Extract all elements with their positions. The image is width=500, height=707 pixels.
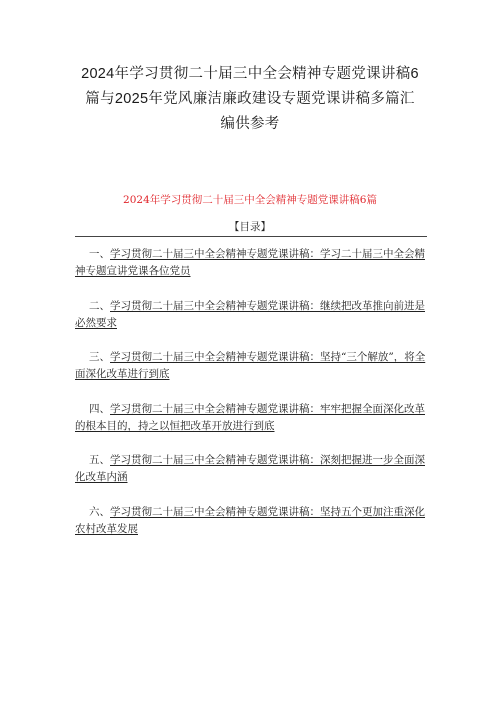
document-title bbox=[60, 62, 440, 137]
toc-item-number: 一、 bbox=[89, 248, 110, 260]
toc-item-number: 六、 bbox=[89, 505, 110, 518]
section-heading: 2024年学习贯彻二十届三中全会精神专题党课讲稿6篇 bbox=[123, 194, 377, 206]
toc-item-number: 三、 bbox=[89, 351, 110, 363]
title-line-2: 篇与2025年党风廉洁廉政建设专题党课讲稿多篇汇 bbox=[85, 91, 415, 107]
toc-item-link[interactable]: 学习贯彻二十届三中全会精神专题党课讲稿：学习二十届三中全会精神专题宣讲党课各位党员 bbox=[75, 248, 425, 277]
toc-item-2[interactable] bbox=[75, 298, 427, 332]
toc-item-number: 四、 bbox=[89, 402, 110, 415]
table-of-contents bbox=[75, 246, 427, 555]
title-line-3: 编供参考 bbox=[220, 116, 280, 132]
toc-item-link[interactable]: 学习贯彻二十届三中全会精神专题党课讲稿：继续把改革推向前进是必然要求 bbox=[75, 299, 425, 329]
toc-item-3[interactable] bbox=[75, 349, 427, 383]
toc-divider bbox=[75, 236, 427, 237]
toc-label: 【目录】 bbox=[229, 221, 271, 233]
toc-item-link[interactable]: 学习贯彻二十届三中全会精神专题党课讲稿：坚持“三个解放”，将全面深化改革进行到底 bbox=[75, 351, 426, 380]
title-line-1: 2024年学习贯彻二十届三中全会精神专题党课讲稿6 bbox=[81, 66, 419, 82]
toc-item-link[interactable]: 学习贯彻二十届三中全会精神专题党课讲稿：牢牢把握全面深化改革的根本目的，持之以恒把改革开放进行到底 bbox=[75, 402, 425, 432]
toc-item-1[interactable] bbox=[75, 246, 427, 280]
toc-item-number: 二、 bbox=[89, 299, 110, 312]
toc-item-number: 五、 bbox=[89, 454, 110, 466]
toc-item-6[interactable] bbox=[75, 504, 427, 538]
toc-item-link[interactable]: 学习贯彻二十届三中全会精神专题党课讲稿：坚持五个更加注重深化农村改革发展 bbox=[75, 505, 425, 535]
toc-item-link[interactable]: 学习贯彻二十届三中全会精神专题党课讲稿：深刻把握进一步全面深化改革内涵 bbox=[75, 454, 425, 483]
toc-item-4[interactable] bbox=[75, 401, 427, 435]
toc-item-5[interactable] bbox=[75, 452, 427, 486]
